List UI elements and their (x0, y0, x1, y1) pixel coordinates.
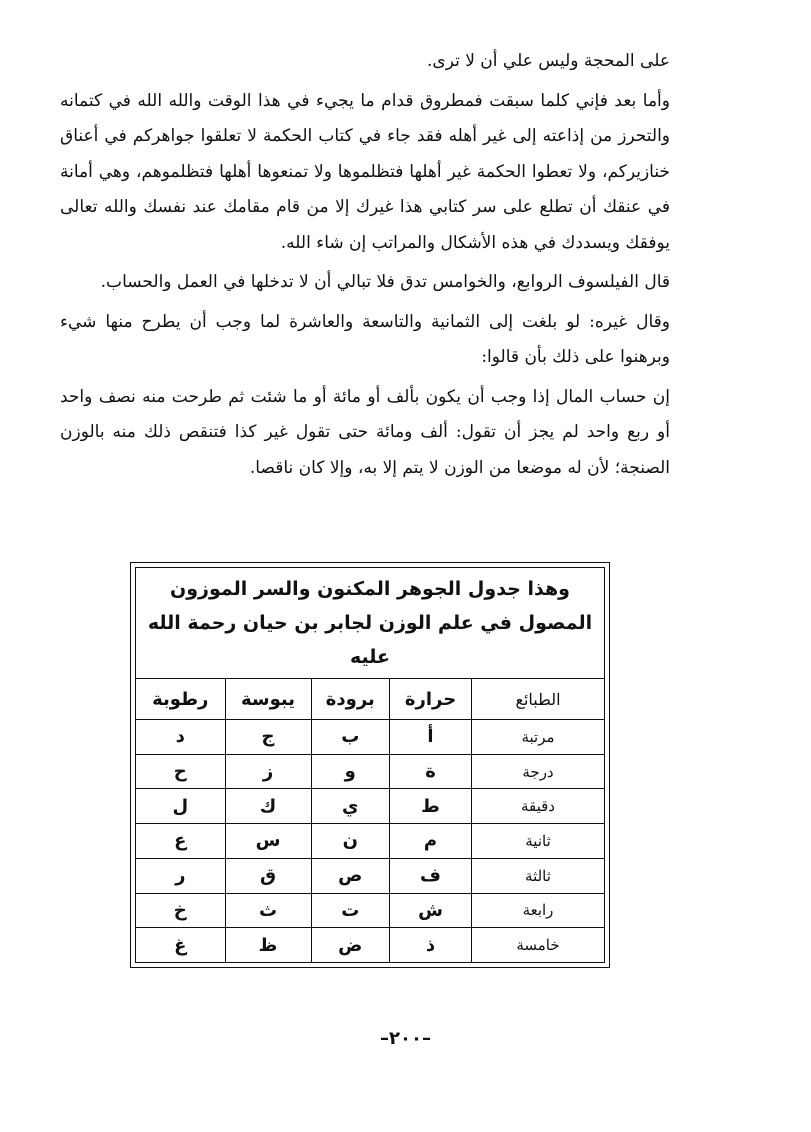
paragraph-1: على المحجة وليس علي أن لا ترى. (426, 51, 670, 71)
cell-dryness: ج (225, 720, 311, 755)
paragraph-4: وقال غيره: لو بلغت إلى الثمانية والتاسعة والعاشرة لما وجب أن يطرح منها شيء وبرهنوا على ذلك بأن قالوا: (60, 311, 670, 367)
cell-dryness: ق (225, 858, 311, 893)
row-label: ثالثة (472, 858, 605, 893)
row-label: رابعة (472, 893, 605, 928)
cell-heat: م (390, 824, 472, 859)
cell-dryness: س (225, 824, 311, 859)
elements-table (135, 567, 605, 963)
cell-dryness: ك (225, 789, 311, 824)
cell-moisture: ر (136, 858, 226, 893)
paragraph-2: وأما بعد فإني كلما سبقت فمطروق قدام ما يجيء في هذا الوقت والله الله في كتمانه والتحرز من إذاعته إلى غير أهله فقد جاء في كتاب الحكمة لا تعلقوا جواهركم في أعناق خنازيركم، ولا تعطوا الحكمة غير أهلها فتظلموها ولا تمنعوها أهلها فتظلموهم، وهي أمانة في عنقك أن تطلع على سر كتابي هذا غيرك إلا من قام مقامك عند نفسك والله تعالى يوفقك ويسددك في هذه الأشكال والمراتب إن شاء الله. (60, 90, 670, 253)
cell-heat: ش (390, 893, 472, 928)
cell-dryness: ظ (225, 928, 311, 963)
header-elements: الطبائع (472, 679, 605, 720)
cell-dryness: ز (225, 754, 311, 789)
cell-cold: و (311, 754, 389, 789)
cell-cold: ب (311, 720, 389, 755)
table-row (136, 893, 605, 928)
cell-heat: ة (390, 754, 472, 789)
paragraph-5: إن حساب المال إذا وجب أن يكون بألف أو مائة أو ما شئت ثم طرحت منه نصف واحد أو ربع واحد لم يجز أن تقول: ألف ومائة حتى تقول غير كذا فتنقص ذلك منه بالوزن الصنجة؛ لأن له موضعا من الوزن لا يتم إلا به، وإلا كان ناقصا. (60, 386, 670, 478)
paragraph-3: قال الفيلسوف الروابع، والخوامس تدق فلا تبالي أن لا تدخلها في العمل والحساب. (100, 272, 670, 292)
table-row (136, 928, 605, 963)
table-row (136, 824, 605, 859)
cell-moisture: ح (136, 754, 226, 789)
cell-heat: أ (390, 720, 472, 755)
table-row (136, 789, 605, 824)
table-header-row (136, 679, 605, 720)
header-moisture: رطوبة (136, 679, 226, 720)
header-dryness: يبوسة (225, 679, 311, 720)
cell-heat: ف (390, 858, 472, 893)
row-label: درجة (472, 754, 605, 789)
row-label: خامسة (472, 928, 605, 963)
elements-table-frame (130, 562, 610, 968)
cell-cold: ن (311, 824, 389, 859)
table-caption: وهذا جدول الجوهر المكنون والسر الموزون المصول في علم الوزن لجابر بن حيان رحمة الله عليه (136, 568, 605, 679)
table-row (136, 720, 605, 755)
table-row (136, 754, 605, 789)
cell-cold: ت (311, 893, 389, 928)
cell-moisture: غ (136, 928, 226, 963)
cell-moisture: ع (136, 824, 226, 859)
row-label: مرتبة (472, 720, 605, 755)
cell-dryness: ث (225, 893, 311, 928)
body-text (60, 44, 670, 490)
cell-moisture: ل (136, 789, 226, 824)
row-label: دقيقة (472, 789, 605, 824)
cell-cold: ي (311, 789, 389, 824)
cell-heat: ذ (390, 928, 472, 963)
header-cold: برودة (311, 679, 389, 720)
row-label: ثانية (472, 824, 605, 859)
page-number: –٢٠٠– (380, 1028, 431, 1049)
cell-cold: ض (311, 928, 389, 963)
cell-heat: ط (390, 789, 472, 824)
cell-moisture: د (136, 720, 226, 755)
cell-cold: ص (311, 858, 389, 893)
cell-moisture: خ (136, 893, 226, 928)
header-heat: حرارة (390, 679, 472, 720)
table-row (136, 858, 605, 893)
